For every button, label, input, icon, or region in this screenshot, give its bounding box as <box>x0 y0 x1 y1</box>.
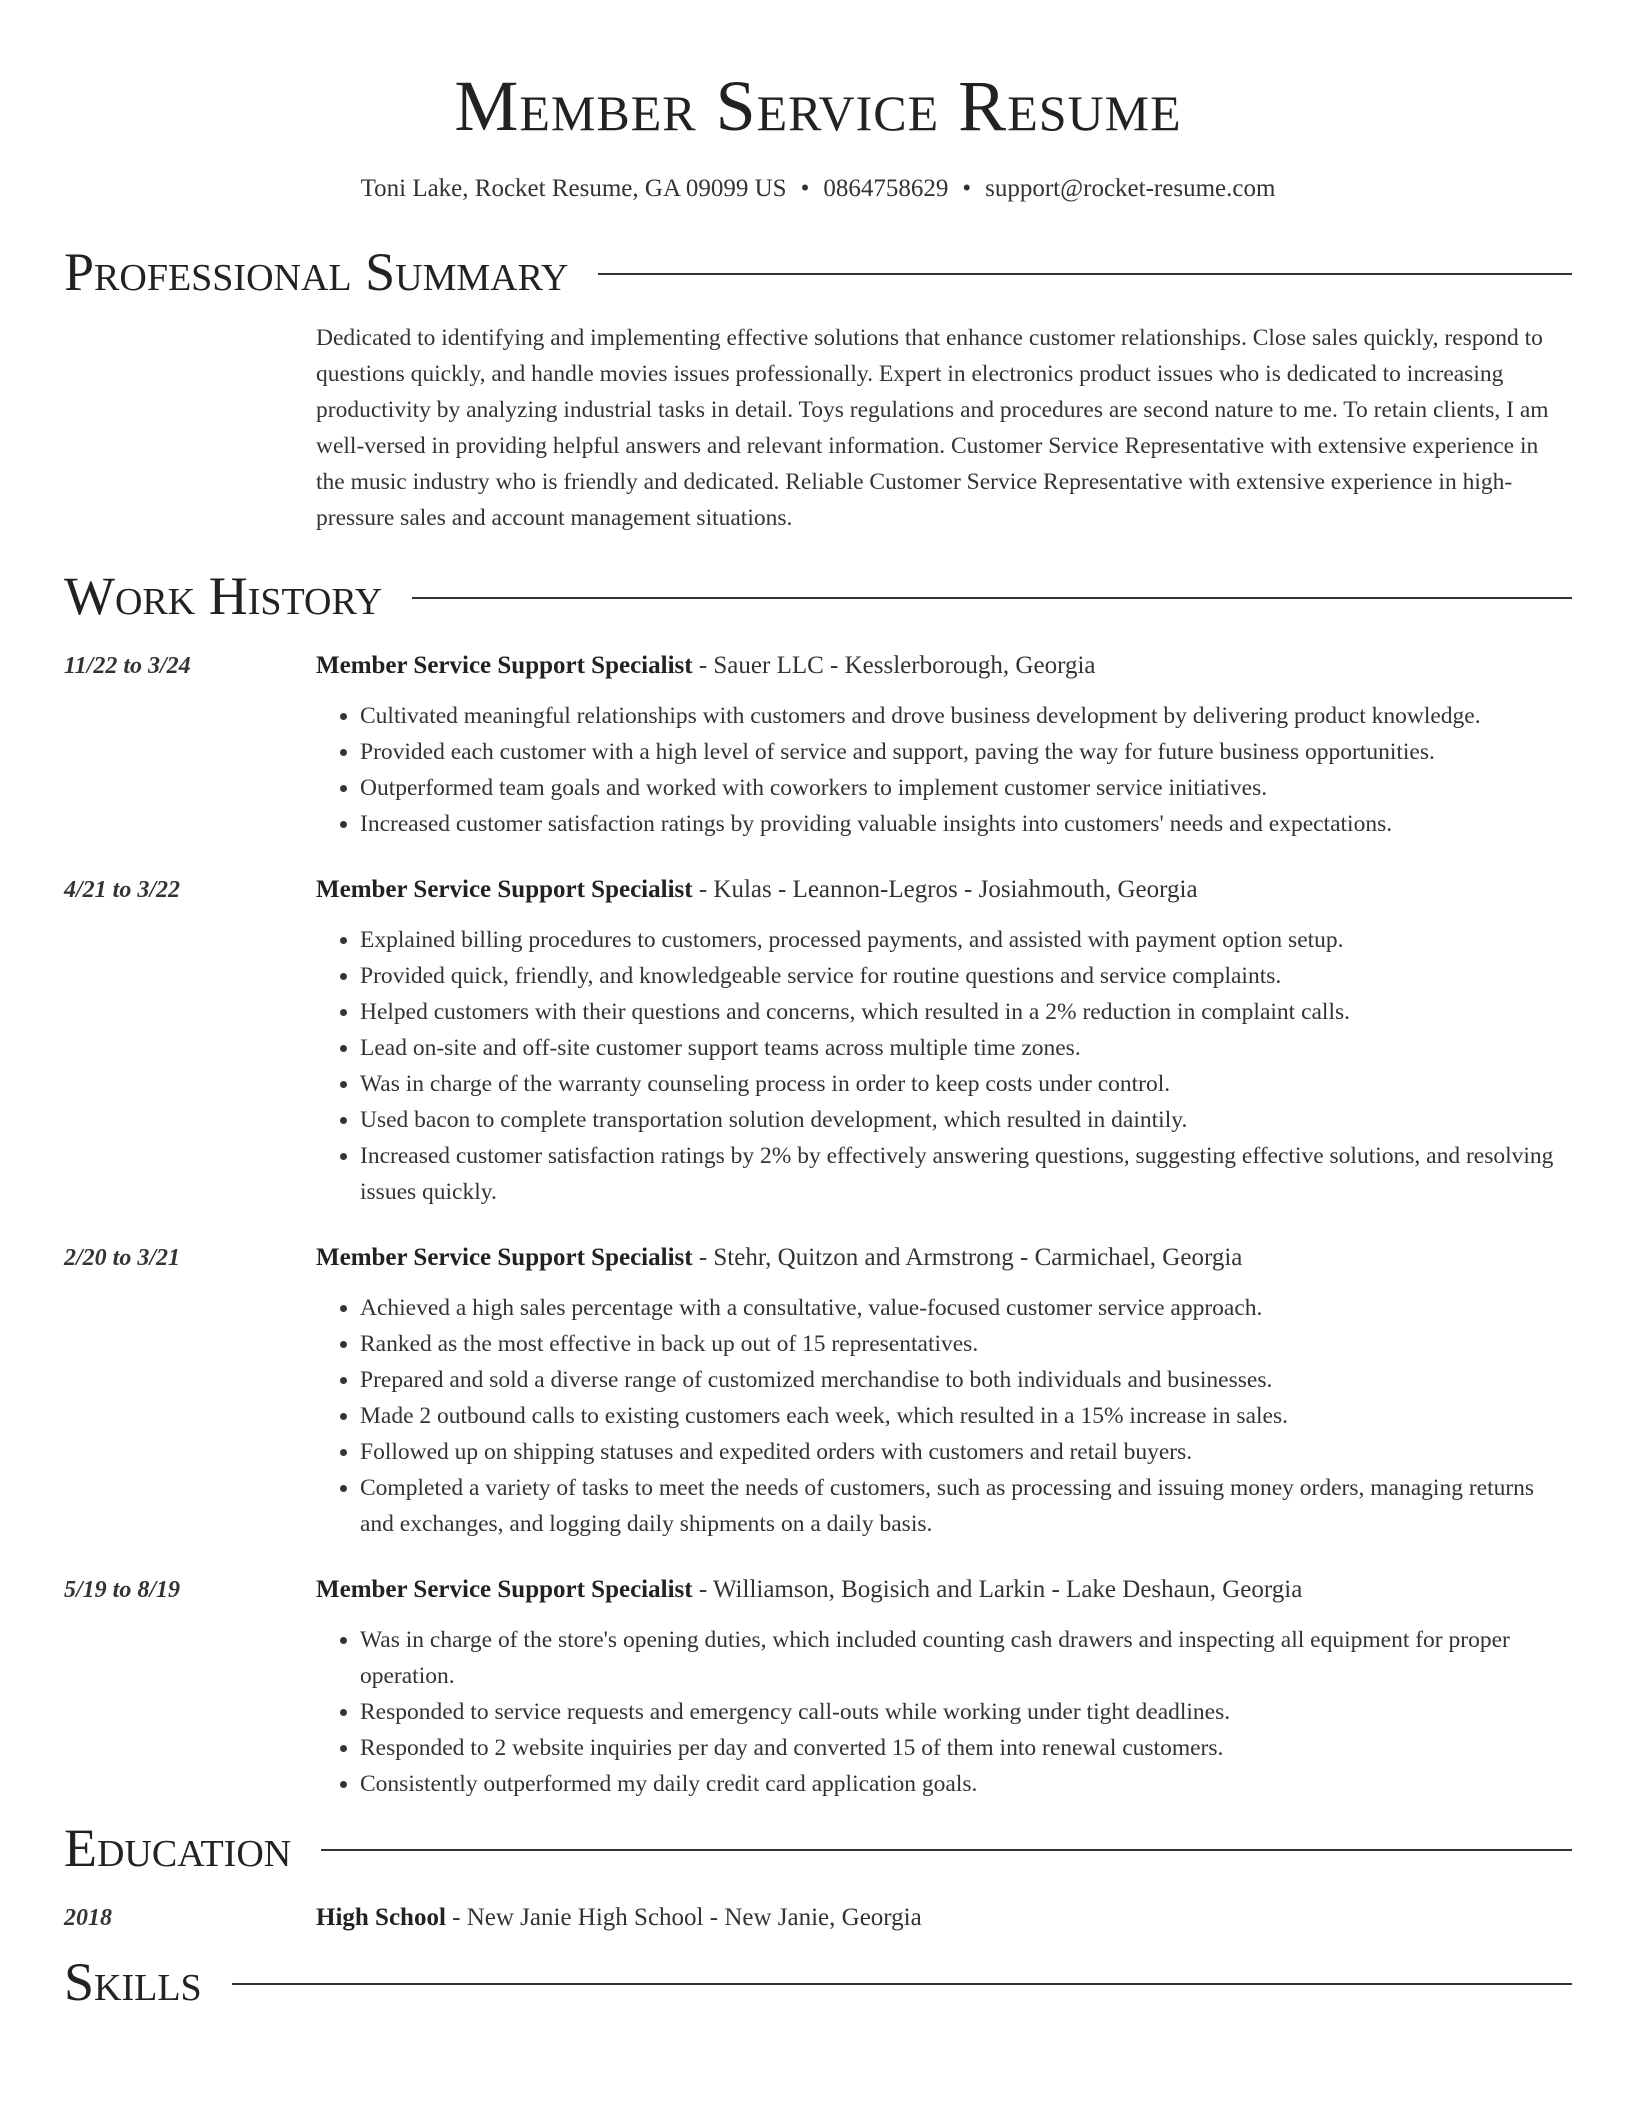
job-details: - Kulas - Leannon-Legros - Josiahmouth, Georgia <box>692 876 1198 903</box>
job-bullet: • Explained billing procedures to customers, processed payments, and assisted with payment option setup. <box>360 922 1572 958</box>
summary-text: Dedicated to identifying and implementing effective solutions that enhance customer relationships. Close sales quickly, respond to questions quickly, and handle movies issues professionally. Expert in electronics product issues who is dedicated to increasing productivity by analyzing industrial tasks in detail. Toys regulations and procedures are second nature to me. To retain clients, I am well-versed in providing helpful answers and relevant information. Customer Service Representative with extensive experience in the music industry who is friendly and dedicated. Reliable Customer Service Representative with extensive experience in high-pressure sales and account management situations. <box>316 325 1549 531</box>
job-bullet: • Helped customers with their questions and concerns, which resulted in a 2% reduction in complaint calls. <box>360 994 1572 1030</box>
education-year: 2018 <box>64 1905 112 1931</box>
job-bullet: • Prepared and sold a diverse range of customized merchandise to both individuals and businesses. <box>360 1362 1572 1398</box>
resume-page <box>64 0 1572 2014</box>
job-title: Member Service Support Specialist <box>316 1576 693 1603</box>
job-heading <box>316 1240 1572 1276</box>
job-entry <box>64 1240 1572 1542</box>
job-dates: 4/21 to 3/22 <box>64 877 181 903</box>
job-entry <box>64 872 1572 1210</box>
skills-section-header <box>64 1950 1572 2014</box>
job-bullets <box>316 698 1572 842</box>
education-degree: High School <box>316 1904 446 1931</box>
job-bullets <box>316 1290 1572 1542</box>
contact-email[interactable]: support@rocket-resume.com <box>985 175 1276 202</box>
job-title: Member Service Support Specialist <box>316 1244 693 1271</box>
contact-phone: 0864758629 <box>823 175 949 202</box>
education-details: - New Janie High School - New Janie, Georgia <box>445 1904 922 1931</box>
job-bullet: • Cultivated meaningful relationships with customers and drove business development by delivering product knowledge. <box>360 698 1572 734</box>
education-heading: Education <box>64 1818 292 1878</box>
job-bullets <box>316 1622 1572 1802</box>
job-bullet: • Consistently outperformed my daily credit card application goals. <box>360 1766 1572 1802</box>
job-bullet: • Outperformed team goals and worked with coworkers to implement customer service initiatives. <box>360 770 1572 806</box>
job-bullet: • Was in charge of the warranty counseling process in order to keep costs under control. <box>360 1066 1572 1102</box>
job-bullet: • Ranked as the most effective in back up out of 15 representatives. <box>360 1326 1572 1362</box>
job-bullet: • Responded to service requests and emergency call-outs while working under tight deadlines. <box>360 1694 1572 1730</box>
job-bullet: • Lead on-site and off-site customer support teams across multiple time zones. <box>360 1030 1572 1066</box>
job-bullet: • Responded to 2 website inquiries per day and converted 15 of them into renewal customers. <box>360 1730 1572 1766</box>
job-bullet: • Increased customer satisfaction ratings by 2% by effectively answering questions, suggesting effective solutions, and resolving issues quickly. <box>360 1138 1572 1210</box>
job-bullet: • Followed up on shipping statuses and expedited orders with customers and retail buyers. <box>360 1434 1572 1470</box>
work-heading: Work History <box>64 566 383 626</box>
work-section-header <box>64 564 1572 628</box>
job-entry <box>64 1572 1572 1802</box>
contact-separator: • <box>962 175 972 202</box>
skills-heading: Skills <box>64 1952 202 2012</box>
job-bullets <box>316 922 1572 1210</box>
summary-heading: Professional Summary <box>64 242 569 302</box>
section-divider <box>412 597 1572 599</box>
contact-line <box>64 174 1572 204</box>
job-bullet: • Provided each customer with a high level of service and support, paving the way for future business opportunities. <box>360 734 1572 770</box>
job-title: Member Service Support Specialist <box>316 652 693 679</box>
job-bullet: • Achieved a high sales percentage with a consultative, value-focused customer service approach. <box>360 1290 1572 1326</box>
job-heading <box>316 1572 1572 1608</box>
job-details: - Williamson, Bogisich and Larkin - Lake Deshaun, Georgia <box>692 1576 1303 1603</box>
document-title: Member Service Resume <box>454 66 1182 146</box>
job-bullet: • Made 2 outbound calls to existing customers each week, which resulted in a 15% increase in sales. <box>360 1398 1572 1434</box>
job-bullet: • Completed a variety of tasks to meet the needs of customers, such as processing and issuing money orders, managing returns and exchanges, and logging daily shipments on a daily basis. <box>360 1470 1572 1542</box>
education-entry <box>64 1900 1572 1936</box>
contact-separator: • <box>800 175 810 202</box>
job-bullet: • Provided quick, friendly, and knowledgeable service for routine questions and service complaints. <box>360 958 1572 994</box>
section-divider <box>598 273 1572 275</box>
job-heading <box>316 648 1572 684</box>
section-divider <box>232 1983 1572 1985</box>
section-divider <box>321 1849 1572 1851</box>
job-dates: 11/22 to 3/24 <box>64 653 191 679</box>
education-section-header <box>64 1816 1572 1880</box>
education-heading-line <box>316 1900 922 1936</box>
job-details: - Stehr, Quitzon and Armstrong - Carmichael, Georgia <box>692 1244 1243 1271</box>
job-heading <box>316 872 1572 908</box>
job-bullet: • Was in charge of the store's opening duties, which included counting cash drawers and inspecting all equipment for proper operation. <box>360 1622 1572 1694</box>
job-dates: 5/19 to 8/19 <box>64 1577 181 1603</box>
summary-section-header <box>64 240 1572 304</box>
job-dates: 2/20 to 3/21 <box>64 1245 181 1271</box>
job-details: - Sauer LLC - Kesslerborough, Georgia <box>692 652 1096 679</box>
contact-address: Toni Lake, Rocket Resume, GA 09099 US <box>360 175 787 202</box>
job-entry <box>64 648 1572 842</box>
job-bullet: • Used bacon to complete transportation solution development, which resulted in daintily. <box>360 1102 1572 1138</box>
job-title: Member Service Support Specialist <box>316 876 693 903</box>
job-bullet: • Increased customer satisfaction ratings by providing valuable insights into customers' needs and expectations. <box>360 806 1572 842</box>
